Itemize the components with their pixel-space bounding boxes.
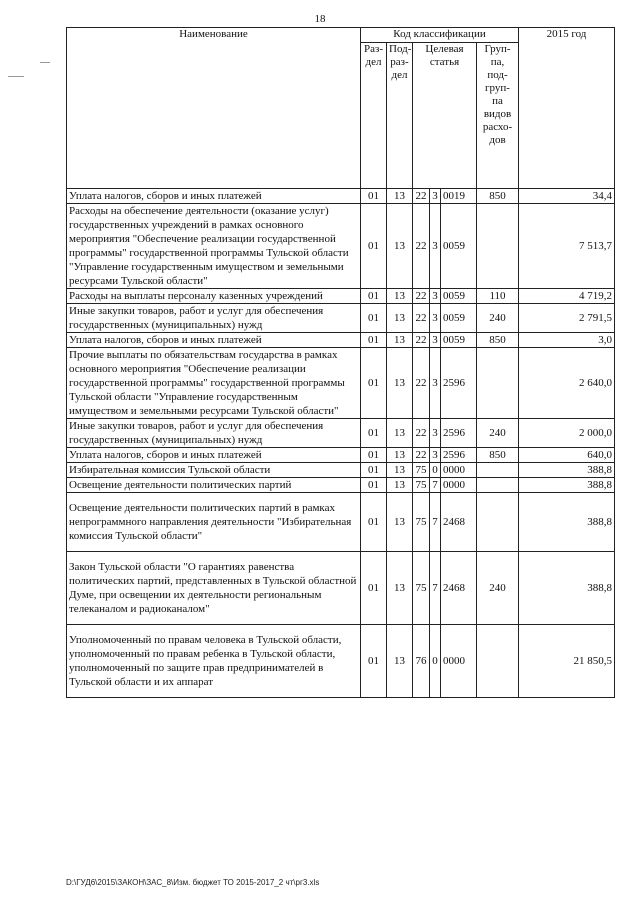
row-amount: 3,0: [519, 333, 615, 348]
column-header-group: Груп- па, под- груп- па видов расхо- дов: [477, 43, 519, 189]
row-expense-type: [477, 625, 519, 698]
row-expense-type: 240: [477, 552, 519, 625]
row-section: 01: [361, 463, 387, 478]
row-target-code: 0059: [441, 333, 477, 348]
row-target-program: 22: [413, 348, 430, 419]
row-target-program: 22: [413, 304, 430, 333]
row-subsection: 13: [387, 333, 413, 348]
row-subsection: 13: [387, 448, 413, 463]
header-row: [67, 28, 615, 43]
row-target-subprogram: 7: [430, 478, 441, 493]
row-amount: 7 513,7: [519, 204, 615, 289]
row-target-program: 75: [413, 478, 430, 493]
row-expense-type: [477, 493, 519, 552]
row-amount: 2 791,5: [519, 304, 615, 333]
row-section: 01: [361, 333, 387, 348]
table-row: [67, 189, 615, 204]
row-expense-type: [477, 463, 519, 478]
row-name: Уполномоченный по правам человека в Тульской области, уполномоченный по правам ребенка в Тульской области, уполномоченный по защите прав предпринимателей в Тульской области и их аппарат: [67, 625, 361, 698]
row-target-program: 22: [413, 204, 430, 289]
row-target-program: 22: [413, 189, 430, 204]
column-header-subsection: Под- раз- дел: [387, 43, 413, 189]
row-name: Расходы на выплаты персоналу казенных учреждений: [67, 289, 361, 304]
table-row: [67, 625, 615, 698]
row-name: Освещение деятельности политических партий в рамках непрограммного направления деятельности "Избирательная комиссия Тульской области": [67, 493, 361, 552]
row-name: Избирательная комиссия Тульской области: [67, 463, 361, 478]
row-target-code: 0000: [441, 478, 477, 493]
row-target-program: 22: [413, 448, 430, 463]
row-subsection: 13: [387, 463, 413, 478]
row-name: Уплата налогов, сборов и иных платежей: [67, 189, 361, 204]
row-target-program: 22: [413, 333, 430, 348]
row-amount: 2 640,0: [519, 348, 615, 419]
row-name: Уплата налогов, сборов и иных платежей: [67, 333, 361, 348]
row-name: Уплата налогов, сборов и иных платежей: [67, 448, 361, 463]
row-target-program: 22: [413, 419, 430, 448]
file-path-footer: D:\ГУД6\2015\ЗАКОН\ЗАС_8\Изм. бюджет ТО 2015-2017_2 чт\рг3.xls: [66, 878, 320, 887]
row-target-subprogram: 3: [430, 448, 441, 463]
row-name: Закон Тульской области "О гарантиях равенства политических партий, представленных в Тульской областной Думе, при освещении их деятельности региональным телеканалом и радиоканалом": [67, 552, 361, 625]
row-target-program: 75: [413, 552, 430, 625]
row-expense-type: 850: [477, 189, 519, 204]
row-expense-type: [477, 478, 519, 493]
row-target-code: 0000: [441, 463, 477, 478]
row-subsection: 13: [387, 478, 413, 493]
table-row: [67, 493, 615, 552]
row-section: 01: [361, 304, 387, 333]
column-header-section: Раз- дел: [361, 43, 387, 189]
row-target-code: 0019: [441, 189, 477, 204]
row-target-code: 0000: [441, 625, 477, 698]
row-subsection: 13: [387, 419, 413, 448]
table-row: [67, 448, 615, 463]
row-section: 01: [361, 289, 387, 304]
row-target-code: 0059: [441, 289, 477, 304]
row-target-subprogram: 3: [430, 419, 441, 448]
table-row: [67, 304, 615, 333]
table-row: [67, 348, 615, 419]
row-amount: 640,0: [519, 448, 615, 463]
row-name: Иные закупки товаров, работ и услуг для обеспечения государственных (муниципальных) нужд: [67, 304, 361, 333]
row-section: 01: [361, 419, 387, 448]
row-name: Прочие выплаты по обязательствам государства в рамках основного мероприятия "Обеспечение реализации государственной программы" государственной программы Тульской области "Управление государственным имуществом и земельными ресурсами Тульской области": [67, 348, 361, 419]
margin-mark: [40, 62, 50, 63]
row-target-code: 0059: [441, 304, 477, 333]
row-amount: 2 000,0: [519, 419, 615, 448]
row-expense-type: [477, 204, 519, 289]
row-subsection: 13: [387, 204, 413, 289]
row-amount: 4 719,2: [519, 289, 615, 304]
budget-table: [66, 27, 615, 698]
row-target-program: 76: [413, 625, 430, 698]
table-row: [67, 463, 615, 478]
row-amount: 388,8: [519, 552, 615, 625]
row-name: Освещение деятельности политических партий: [67, 478, 361, 493]
row-target-subprogram: 3: [430, 289, 441, 304]
table-row: [67, 478, 615, 493]
row-target-code: 0059: [441, 204, 477, 289]
row-section: 01: [361, 493, 387, 552]
row-target-code: 2596: [441, 448, 477, 463]
row-name: Расходы на обеспечение деятельности (оказание услуг) государственных учреждений в рамках основного мероприятия "Обеспечение реализации государственной программы" государственной программы Тульской области "Управление государственным имуществом и земельными ресурсами Тульской области": [67, 204, 361, 289]
row-target-program: 75: [413, 493, 430, 552]
row-section: 01: [361, 552, 387, 625]
row-section: 01: [361, 448, 387, 463]
row-subsection: 13: [387, 189, 413, 204]
row-subsection: 13: [387, 304, 413, 333]
column-header-name: Наименование: [67, 28, 361, 189]
column-header-classification: Код классификации: [361, 28, 519, 43]
row-amount: 21 850,5: [519, 625, 615, 698]
row-expense-type: 240: [477, 304, 519, 333]
row-subsection: 13: [387, 493, 413, 552]
row-target-subprogram: 3: [430, 189, 441, 204]
row-amount: 388,8: [519, 478, 615, 493]
row-name: Иные закупки товаров, работ и услуг для обеспечения государственных (муниципальных) нужд: [67, 419, 361, 448]
row-target-subprogram: 3: [430, 304, 441, 333]
row-expense-type: 110: [477, 289, 519, 304]
page-number: 18: [314, 13, 326, 25]
row-section: 01: [361, 204, 387, 289]
row-target-subprogram: 7: [430, 552, 441, 625]
row-amount: 388,8: [519, 493, 615, 552]
table-row: [67, 204, 615, 289]
table-row: [67, 552, 615, 625]
row-expense-type: 850: [477, 333, 519, 348]
row-target-subprogram: 0: [430, 463, 441, 478]
row-subsection: 13: [387, 289, 413, 304]
row-target-code: 2596: [441, 348, 477, 419]
row-section: 01: [361, 478, 387, 493]
row-target-subprogram: 7: [430, 493, 441, 552]
row-target-subprogram: 0: [430, 625, 441, 698]
column-header-year: 2015 год: [519, 28, 615, 189]
table-row: [67, 419, 615, 448]
row-target-program: 75: [413, 463, 430, 478]
column-header-target: Целевая статья: [413, 43, 477, 189]
row-target-program: 22: [413, 289, 430, 304]
row-target-subprogram: 3: [430, 348, 441, 419]
row-target-code: 2468: [441, 552, 477, 625]
row-target-code: 2596: [441, 419, 477, 448]
row-section: 01: [361, 348, 387, 419]
row-expense-type: 850: [477, 448, 519, 463]
row-expense-type: [477, 348, 519, 419]
row-section: 01: [361, 625, 387, 698]
row-amount: 388,8: [519, 463, 615, 478]
table-row: [67, 289, 615, 304]
row-amount: 34,4: [519, 189, 615, 204]
row-subsection: 13: [387, 348, 413, 419]
row-target-subprogram: 3: [430, 204, 441, 289]
row-subsection: 13: [387, 625, 413, 698]
row-subsection: 13: [387, 552, 413, 625]
row-section: 01: [361, 189, 387, 204]
row-expense-type: 240: [477, 419, 519, 448]
row-target-code: 2468: [441, 493, 477, 552]
margin-mark: [8, 76, 24, 77]
row-target-subprogram: 3: [430, 333, 441, 348]
table-row: [67, 333, 615, 348]
